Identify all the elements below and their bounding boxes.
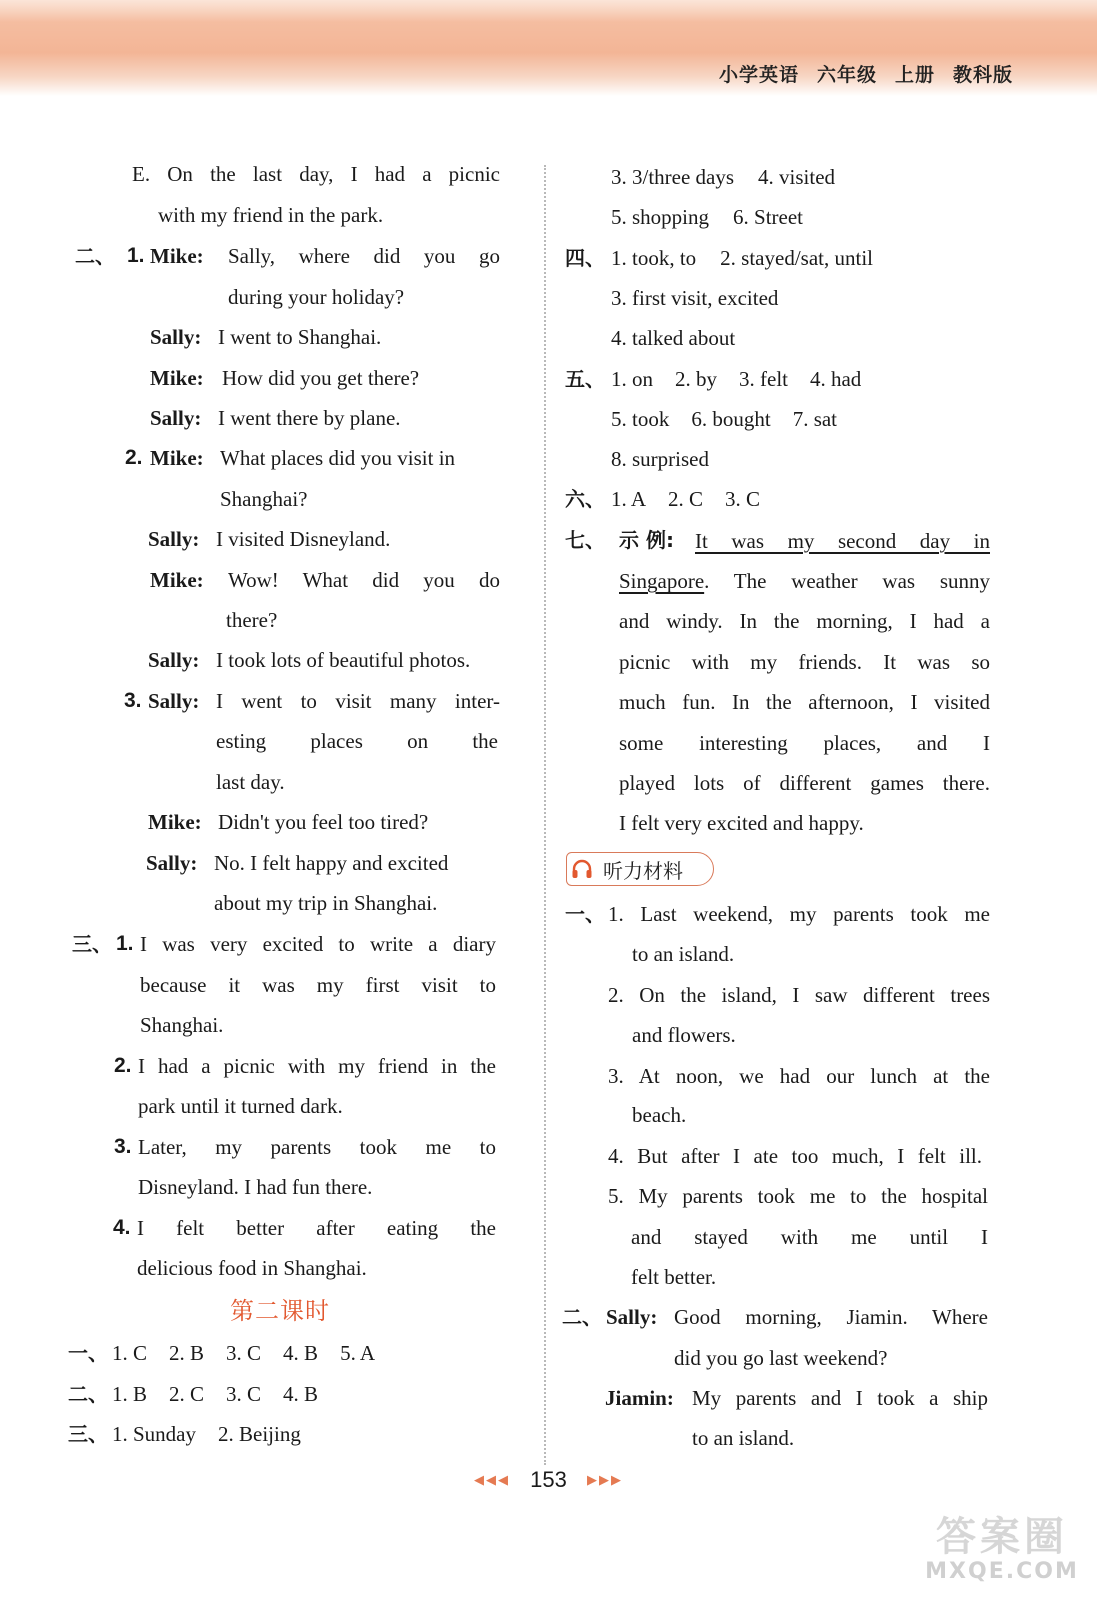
fill-row: [611, 157, 835, 197]
fill-item: 4. visited: [758, 165, 836, 189]
volume-label: 上册: [894, 64, 935, 86]
speaker-mike: Mike:: [150, 366, 204, 390]
speaker-sally: Sally:: [150, 406, 202, 430]
fill-item: 7. sat: [792, 407, 838, 431]
script-line: did you go last weekend?: [674, 1346, 888, 1370]
script-line: and flowers.: [632, 1023, 736, 1047]
dialogue-line: I went there by plane.: [218, 406, 401, 430]
answer-line: park until it turned dark.: [138, 1094, 343, 1118]
writing-line: some interesting places, and I: [619, 731, 990, 755]
dialogue-line: I took lots of beautiful photos.: [216, 648, 471, 672]
choice-item: 2. B: [169, 1341, 205, 1365]
choice-row: [112, 1374, 318, 1414]
script-line: My parents and I took a ship: [692, 1386, 988, 1410]
section-2-marker: 二、: [75, 244, 115, 268]
fill-item: 2. by: [675, 367, 717, 391]
q2-number: 2.: [125, 446, 143, 469]
fill-item: 3. felt: [739, 367, 788, 391]
writing-line: [619, 561, 990, 601]
section-1-marker: 一、: [68, 1341, 108, 1365]
q2-number: 2.: [114, 1054, 132, 1077]
script-line: 5. My parents took me to the hospital: [608, 1184, 988, 1208]
writing-text: . The weather was sunny: [704, 569, 990, 593]
section-1-marker: 一、: [565, 902, 605, 926]
section-6-marker: 六、: [565, 487, 605, 511]
script-line: Good morning, Jiamin. Where: [674, 1305, 988, 1329]
dialogue-line: last day.: [216, 770, 285, 794]
writing-line: and windy. In the morning, I had a: [619, 609, 990, 633]
script-line: beach.: [632, 1103, 687, 1127]
choice-row: [112, 1333, 375, 1373]
column-divider: [544, 165, 546, 1465]
choice-item: 1. B: [112, 1382, 148, 1406]
fill-item: 1. Sunday: [112, 1422, 196, 1446]
choice-row: [611, 479, 760, 519]
script-line: to an island.: [632, 942, 735, 966]
speaker-mike: Mike:: [148, 810, 202, 834]
q3-number: 3.: [124, 689, 142, 712]
choice-item: 3. C: [725, 487, 761, 511]
watermark-url: MXQE.COM: [925, 1559, 1079, 1584]
page-number: 153: [530, 1467, 567, 1492]
grade-label: 六年级: [816, 64, 877, 86]
fill-item: 2. stayed/sat, until: [720, 246, 873, 270]
speaker-mike: Mike:: [150, 446, 204, 470]
section-7-marker: 七、: [565, 528, 605, 552]
choice-item: 3. C: [226, 1341, 262, 1365]
dialogue-line: I went to Shanghai.: [218, 325, 382, 349]
fill-item: 6. bought: [691, 407, 771, 431]
fill-item: 4. talked about: [611, 326, 736, 350]
answer-line: Disneyland. I had fun there.: [138, 1175, 373, 1199]
dialogue-line: I went to visit many inter-: [216, 689, 500, 713]
script-line: 2. On the island, I saw different trees: [608, 983, 990, 1007]
headphones-icon: [569, 856, 595, 882]
fill-item: 6. Street: [733, 205, 803, 229]
fill-item: 4. had: [809, 367, 862, 391]
speaker-mike: Mike:: [150, 568, 204, 592]
fill-item: 3. 3/three days: [611, 165, 735, 189]
speaker-sally: Sally:: [150, 325, 202, 349]
dialogue-line: about my trip in Shanghai.: [214, 891, 438, 915]
listening-material-label: 听力材料: [603, 858, 683, 883]
fill-item: 1. on: [611, 367, 653, 391]
choice-item: 1. C: [112, 1341, 148, 1365]
fill-item: 3. first visit, excited: [611, 286, 779, 310]
answer-line: because it was my first visit to: [140, 973, 496, 997]
dialogue-line: Didn't you feel too tired?: [218, 810, 429, 834]
dialogue-line: No. I felt happy and excited: [214, 851, 449, 875]
page-number-area: [0, 1467, 1097, 1493]
fill-row: [112, 1414, 301, 1454]
lesson-title: 第二课时: [230, 1297, 330, 1325]
choice-item: 4. B: [283, 1341, 319, 1365]
fill-item: 8. surprised: [611, 447, 709, 471]
choice-item: 1. A: [611, 487, 647, 511]
fill-row: [611, 359, 861, 399]
speaker-mike: Mike:: [150, 244, 204, 268]
writing-line: picnic with my friends. It was so: [619, 650, 990, 674]
speaker-sally: Sally:: [606, 1305, 658, 1329]
dialogue-line: Wow! What did you do: [228, 568, 500, 592]
left-arrows-icon: ◀◀◀: [474, 1472, 511, 1487]
speaker-jiamin: Jiamin:: [605, 1386, 674, 1410]
section-5-marker: 五、: [565, 367, 605, 391]
dialogue-line: How did you get there?: [222, 366, 420, 390]
fill-row: [611, 399, 837, 439]
site-watermark: [917, 1514, 1087, 1594]
fill-item: 5. shopping: [611, 205, 710, 229]
answer-line: I had a picnic with my friend in the: [138, 1054, 496, 1078]
writing-line: It was my second day in: [695, 529, 990, 553]
example-label: 示 例:: [619, 528, 674, 552]
script-line: felt better.: [631, 1265, 717, 1289]
script-line: to an island.: [692, 1426, 795, 1450]
page-header: [0, 0, 1097, 96]
speaker-sally: Sally:: [148, 527, 200, 551]
dialogue-line: Sally, where did you go: [228, 244, 500, 268]
speaker-sally: Sally:: [146, 851, 198, 875]
script-line: and stayed with me until I: [631, 1225, 988, 1249]
speaker-sally: Sally:: [148, 648, 200, 672]
q4-number: 4.: [113, 1216, 131, 1239]
answer-E-line2: with my friend in the park.: [158, 203, 384, 227]
choice-item: 5. A: [340, 1341, 376, 1365]
underlined-word: Singapore: [619, 569, 705, 593]
right-arrows-icon: ▶▶▶: [586, 1472, 623, 1487]
section-3-marker: 三、: [72, 932, 112, 956]
q3-number: 3.: [114, 1135, 132, 1158]
section-2-marker: 二、: [68, 1382, 108, 1406]
script-line: 4. But after I ate too much, I felt ill.: [608, 1144, 982, 1168]
choice-item: 3. C: [226, 1382, 262, 1406]
dialogue-line: I visited Disneyland.: [216, 527, 391, 551]
answer-E-line1: E. On the last day, I had a picnic: [132, 162, 500, 186]
fill-item: 5. took: [611, 407, 670, 431]
dialogue-line: there?: [226, 608, 278, 632]
watermark-logo-text: 答案圈: [936, 1514, 1068, 1560]
fill-row: [611, 238, 873, 278]
dialogue-line: esting places on the: [216, 729, 498, 753]
answer-line: I was very excited to write a diary: [140, 932, 496, 956]
q1-number: 1.: [116, 932, 134, 955]
section-3-marker: 三、: [68, 1422, 108, 1446]
dialogue-line: Shanghai?: [220, 487, 308, 511]
choice-item: 4. B: [283, 1382, 319, 1406]
fill-item: 2. Beijing: [218, 1422, 301, 1446]
fill-item: 1. took, to: [611, 246, 697, 270]
edition-label: 教科版: [952, 64, 1013, 86]
fill-row: [611, 197, 803, 237]
speaker-sally: Sally:: [148, 689, 200, 713]
listening-material-badge: [566, 852, 714, 886]
dialogue-line: What places did you visit in: [220, 446, 456, 470]
writing-line: played lots of different games there.: [619, 771, 990, 795]
writing-line: much fun. In the afternoon, I visited: [619, 690, 990, 714]
answer-line: delicious food in Shanghai.: [137, 1256, 367, 1280]
answer-line: Later, my parents took me to: [138, 1135, 496, 1159]
section-4-marker: 四、: [565, 246, 605, 270]
dialogue-line: during your holiday?: [228, 285, 405, 309]
book-title: [701, 60, 1013, 87]
q1-number: 1.: [127, 244, 145, 267]
writing-line: I felt very excited and happy.: [619, 811, 864, 835]
choice-item: 2. C: [668, 487, 704, 511]
subject-label: 小学英语: [718, 64, 799, 86]
answer-line: Shanghai.: [140, 1013, 224, 1037]
choice-item: 2. C: [169, 1382, 205, 1406]
script-line: 1. Last weekend, my parents took me: [608, 902, 990, 926]
script-line: 3. At noon, we had our lunch at the: [608, 1064, 990, 1088]
answer-line: I felt better after eating the: [137, 1216, 496, 1240]
section-2-marker: 二、: [562, 1305, 602, 1329]
